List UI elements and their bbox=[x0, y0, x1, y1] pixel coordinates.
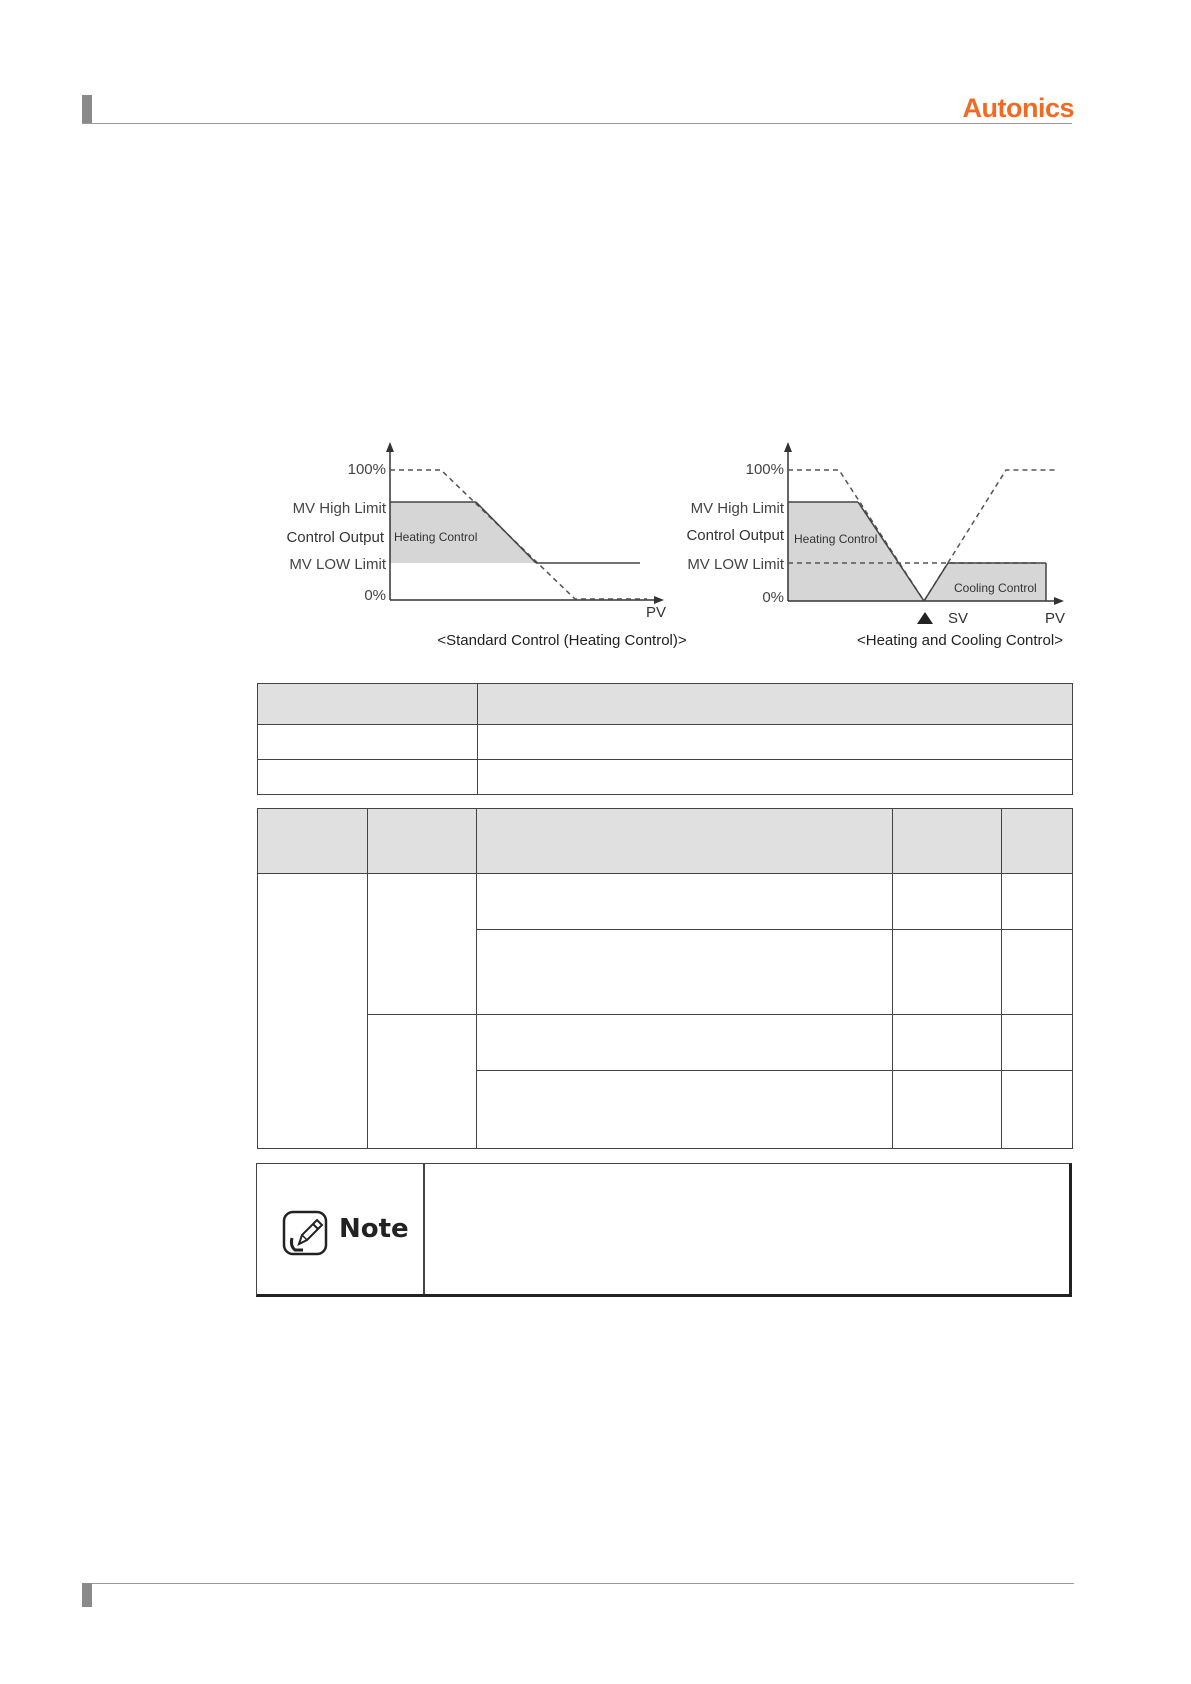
x-label-pv: PV bbox=[645, 604, 667, 621]
sv-marker-icon bbox=[917, 612, 933, 624]
header-marker bbox=[82, 95, 92, 124]
table-cell bbox=[893, 930, 1002, 1015]
cooling-control-label: Cooling Control bbox=[954, 581, 1037, 595]
footer-rule bbox=[82, 1583, 1074, 1584]
table-row bbox=[258, 760, 1073, 795]
table-header-row bbox=[258, 684, 1073, 725]
svg-text:Control Output: Control Output bbox=[686, 527, 784, 544]
table-cell bbox=[477, 809, 893, 874]
heating-cooling-graph bbox=[670, 440, 1080, 660]
table-header-row bbox=[258, 809, 1073, 874]
table-cell bbox=[893, 1071, 1002, 1149]
table-cell bbox=[258, 725, 478, 760]
table-cell bbox=[893, 874, 1002, 930]
table-row bbox=[258, 725, 1073, 760]
table-cell bbox=[1002, 930, 1073, 1015]
table-cell bbox=[368, 1015, 477, 1149]
table-row bbox=[258, 874, 1073, 930]
table-cell bbox=[478, 760, 1073, 795]
table-cell bbox=[1002, 874, 1073, 930]
y-label-control-output: Control Output bbox=[286, 529, 384, 546]
table-cell bbox=[368, 809, 477, 874]
svg-text:0%: 0% bbox=[762, 589, 784, 606]
table-cell bbox=[368, 874, 477, 1015]
brand-logo: Autonics bbox=[962, 93, 1074, 123]
y-label-mv-high: MV High Limit bbox=[292, 500, 386, 517]
table-cell bbox=[1002, 1071, 1073, 1149]
svg-text:MV LOW Limit: MV LOW Limit bbox=[687, 556, 784, 573]
note-pencil-icon bbox=[281, 1208, 331, 1258]
svg-text:MV High Limit: MV High Limit bbox=[690, 500, 784, 517]
table-cell bbox=[258, 809, 368, 874]
note-box bbox=[256, 1163, 1072, 1297]
y-label-0: 0% bbox=[364, 587, 386, 604]
table-cell bbox=[1002, 1015, 1073, 1071]
footer-marker bbox=[82, 1583, 92, 1607]
header-rule bbox=[82, 123, 1072, 124]
y-label-100: 100% bbox=[347, 461, 386, 478]
svg-text:100%: 100% bbox=[745, 461, 784, 478]
table-cell bbox=[1002, 809, 1073, 874]
x-label-pv: PV bbox=[1044, 610, 1066, 627]
table-cell bbox=[477, 1015, 893, 1071]
y-label-mv-low: MV LOW Limit bbox=[289, 556, 386, 573]
table-cell bbox=[258, 760, 478, 795]
table-cell bbox=[478, 684, 1073, 725]
heating-cooling-caption: <Heating and Cooling Control> bbox=[857, 632, 1063, 649]
heating-control-label: Heating Control bbox=[794, 532, 878, 546]
setting-table bbox=[257, 808, 1073, 1149]
note-divider bbox=[423, 1164, 425, 1294]
table-cell bbox=[477, 1071, 893, 1149]
table-cell bbox=[893, 809, 1002, 874]
heating-control-area bbox=[788, 502, 924, 601]
table-cell bbox=[477, 930, 893, 1015]
note-label: Note bbox=[339, 1214, 409, 1244]
table-cell bbox=[478, 725, 1073, 760]
table-cell bbox=[893, 1015, 1002, 1071]
standard-control-graph bbox=[270, 440, 700, 660]
table-cell bbox=[258, 874, 368, 1149]
parameter-table bbox=[257, 683, 1073, 795]
x-label-sv: SV bbox=[947, 610, 969, 627]
table-cell bbox=[477, 874, 893, 930]
table-cell bbox=[258, 684, 478, 725]
heating-control-label: Heating Control bbox=[394, 530, 478, 544]
standard-control-caption: <Standard Control (Heating Control)> bbox=[437, 632, 687, 649]
table-row bbox=[258, 1015, 1073, 1071]
